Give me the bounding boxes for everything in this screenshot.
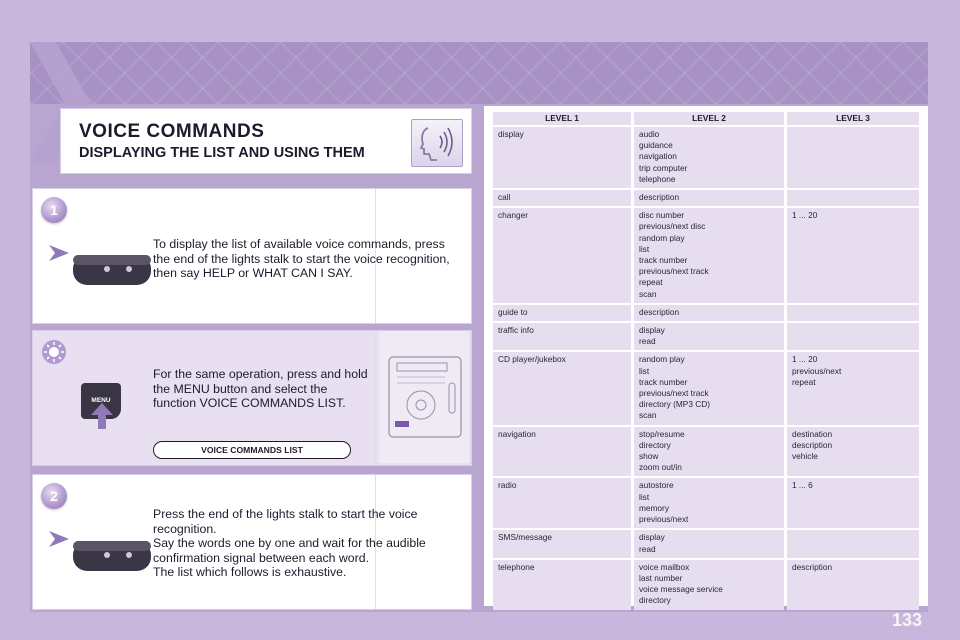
level-2-command: scan — [639, 410, 657, 421]
arrow-up-icon — [91, 403, 113, 429]
level-2-cell — [634, 478, 784, 528]
step-1-card — [32, 188, 472, 324]
level-1-command: telephone — [498, 561, 535, 572]
level-3-cell — [787, 127, 919, 188]
level-3-cell — [787, 352, 919, 424]
level-2-command: list — [639, 491, 650, 502]
level-3-cell — [787, 478, 919, 528]
level-3-command: repeat — [792, 376, 816, 387]
level-2-command: description — [639, 306, 680, 317]
level-1-command: display — [498, 129, 524, 139]
level-2-cell — [634, 127, 784, 188]
level-2-command: directory (MP3 CD) — [639, 399, 710, 410]
table-header-row — [493, 112, 919, 125]
level-3-cell — [787, 208, 919, 303]
column-header-level-2: LEVEL 2 — [634, 112, 784, 125]
level-2-command: track number — [639, 255, 688, 266]
level-3-command: previous/next — [792, 365, 842, 376]
level-2-command: directory — [639, 595, 671, 606]
level-3-command: 1 ... 20 — [792, 354, 818, 365]
lights-stalk-icon — [47, 235, 157, 297]
level-1-command: SMS/message — [498, 532, 552, 543]
level-2-command: scan — [639, 288, 657, 299]
level-3-cell — [787, 305, 919, 321]
level-3-command: 1 ... 6 — [792, 480, 813, 491]
level-2-cell — [634, 560, 784, 610]
level-2-cell — [634, 190, 784, 206]
table-row — [493, 530, 919, 557]
table-row — [493, 208, 919, 303]
table-row — [493, 560, 919, 610]
level-1-command: traffic info — [498, 325, 534, 336]
level-2-command: last number — [639, 572, 683, 583]
level-2-command: audio — [639, 129, 660, 139]
level-2-command: autostore — [639, 480, 674, 491]
table-row — [493, 323, 919, 350]
lights-stalk-icon — [47, 521, 157, 583]
level-3-command: vehicle — [792, 451, 818, 462]
step-2-text: Press the end of the lights stalk to start the voice recognition. Say the words one by one and wait for the audible confirmation signal between each word. The list which follows is exhaustive. — [153, 507, 426, 580]
level-3-cell — [787, 323, 919, 350]
level-1-cell — [493, 190, 631, 206]
level-2-command: trip computer — [639, 162, 688, 173]
table-row — [493, 305, 919, 321]
level-3-command: description — [792, 439, 833, 450]
level-2-command: read — [639, 543, 656, 554]
level-2-command: navigation — [639, 151, 677, 162]
level-2-command: description — [639, 192, 680, 203]
level-3-cell — [787, 190, 919, 206]
page-number: 133 — [891, 610, 922, 630]
step-2-badge: 2 — [41, 483, 67, 509]
level-3-cell — [787, 427, 919, 477]
level-2-command: previous/next — [639, 514, 689, 525]
level-2-command: directory — [639, 439, 671, 450]
voice-command-table-panel — [484, 106, 928, 606]
level-2-command: display — [639, 325, 665, 336]
voice-commands-list-label: VOICE COMMANDS LIST — [153, 441, 351, 459]
level-2-cell — [634, 323, 784, 350]
level-2-command: guidance — [639, 140, 673, 151]
level-2-command: random play — [639, 354, 685, 365]
level-1-cell — [493, 478, 631, 528]
level-2-command: zoom out/in — [639, 462, 682, 473]
level-1-cell — [493, 530, 631, 557]
level-1-command: CD player/jukebox — [498, 354, 566, 365]
level-3-command: destination — [792, 428, 833, 439]
step-1-text: To display the list of available voice commands, press the end of the lights stalk to start the voice recognition, then say HELP or WHAT CAN I SAY. — [153, 237, 450, 281]
level-3-command: 1 ... 20 — [792, 210, 818, 221]
level-2-command: voice mailbox — [639, 561, 690, 572]
level-2-command: display — [639, 532, 665, 543]
level-2-cell — [634, 530, 784, 557]
level-2-command: read — [639, 336, 656, 347]
voice-command-table — [490, 110, 922, 612]
table-row — [493, 190, 919, 206]
level-2-cell — [634, 305, 784, 321]
step-2-card — [32, 474, 472, 610]
level-2-command: show — [639, 451, 659, 462]
voice-recognition-icon — [411, 119, 463, 167]
level-2-command: telephone — [639, 173, 676, 184]
level-1-cell — [493, 127, 631, 188]
level-1-cell — [493, 352, 631, 424]
level-1-command: changer — [498, 210, 528, 221]
divider — [375, 331, 376, 465]
table-body — [493, 127, 919, 610]
level-2-command: disc number — [639, 210, 685, 221]
column-header-level-1: LEVEL 1 — [493, 112, 631, 125]
level-1-command: radio — [498, 480, 517, 491]
decorative-band — [30, 42, 928, 104]
level-2-command: previous/next track — [639, 388, 709, 399]
level-2-command: previous/next track — [639, 266, 709, 277]
radio-panel-illustration — [379, 331, 469, 463]
level-2-command: track number — [639, 376, 688, 387]
level-3-cell — [787, 530, 919, 557]
menu-step-card — [32, 330, 472, 466]
level-2-command: random play — [639, 232, 685, 243]
step-1-badge: 1 — [41, 197, 67, 223]
sun-icon — [41, 339, 67, 365]
level-2-command: voice message service — [639, 584, 723, 595]
table-row — [493, 352, 919, 424]
level-2-command: memory — [639, 502, 669, 513]
level-1-cell — [493, 323, 631, 350]
level-3-command: description — [792, 561, 833, 572]
level-1-command: call — [498, 192, 511, 203]
menu-step-text: For the same operation, press and hold the MENU button and select the function VOICE COMMANDS LIST. — [153, 367, 368, 411]
page-subtitle: DISPLAYING THE LIST AND USING THEM — [79, 145, 365, 161]
title-card — [60, 108, 472, 174]
page-title: VOICE COMMANDS — [79, 121, 265, 142]
table-row — [493, 127, 919, 188]
level-2-command: repeat — [639, 277, 663, 288]
level-2-command: list — [639, 365, 650, 376]
column-header-level-3: LEVEL 3 — [787, 112, 919, 125]
level-2-cell — [634, 208, 784, 303]
level-2-command: stop/resume — [639, 428, 685, 439]
menu-button-icon: MENU — [81, 383, 121, 419]
table-row — [493, 427, 919, 477]
level-1-cell — [493, 305, 631, 321]
level-2-command: list — [639, 243, 650, 254]
level-2-cell — [634, 427, 784, 477]
level-1-cell — [493, 427, 631, 477]
level-1-command: navigation — [498, 428, 536, 439]
level-1-cell — [493, 208, 631, 303]
level-1-cell — [493, 560, 631, 610]
table-row — [493, 478, 919, 528]
level-2-cell — [634, 352, 784, 424]
level-3-cell — [787, 560, 919, 610]
level-1-command: guide to — [498, 306, 528, 317]
level-2-command: previous/next disc — [639, 221, 706, 232]
